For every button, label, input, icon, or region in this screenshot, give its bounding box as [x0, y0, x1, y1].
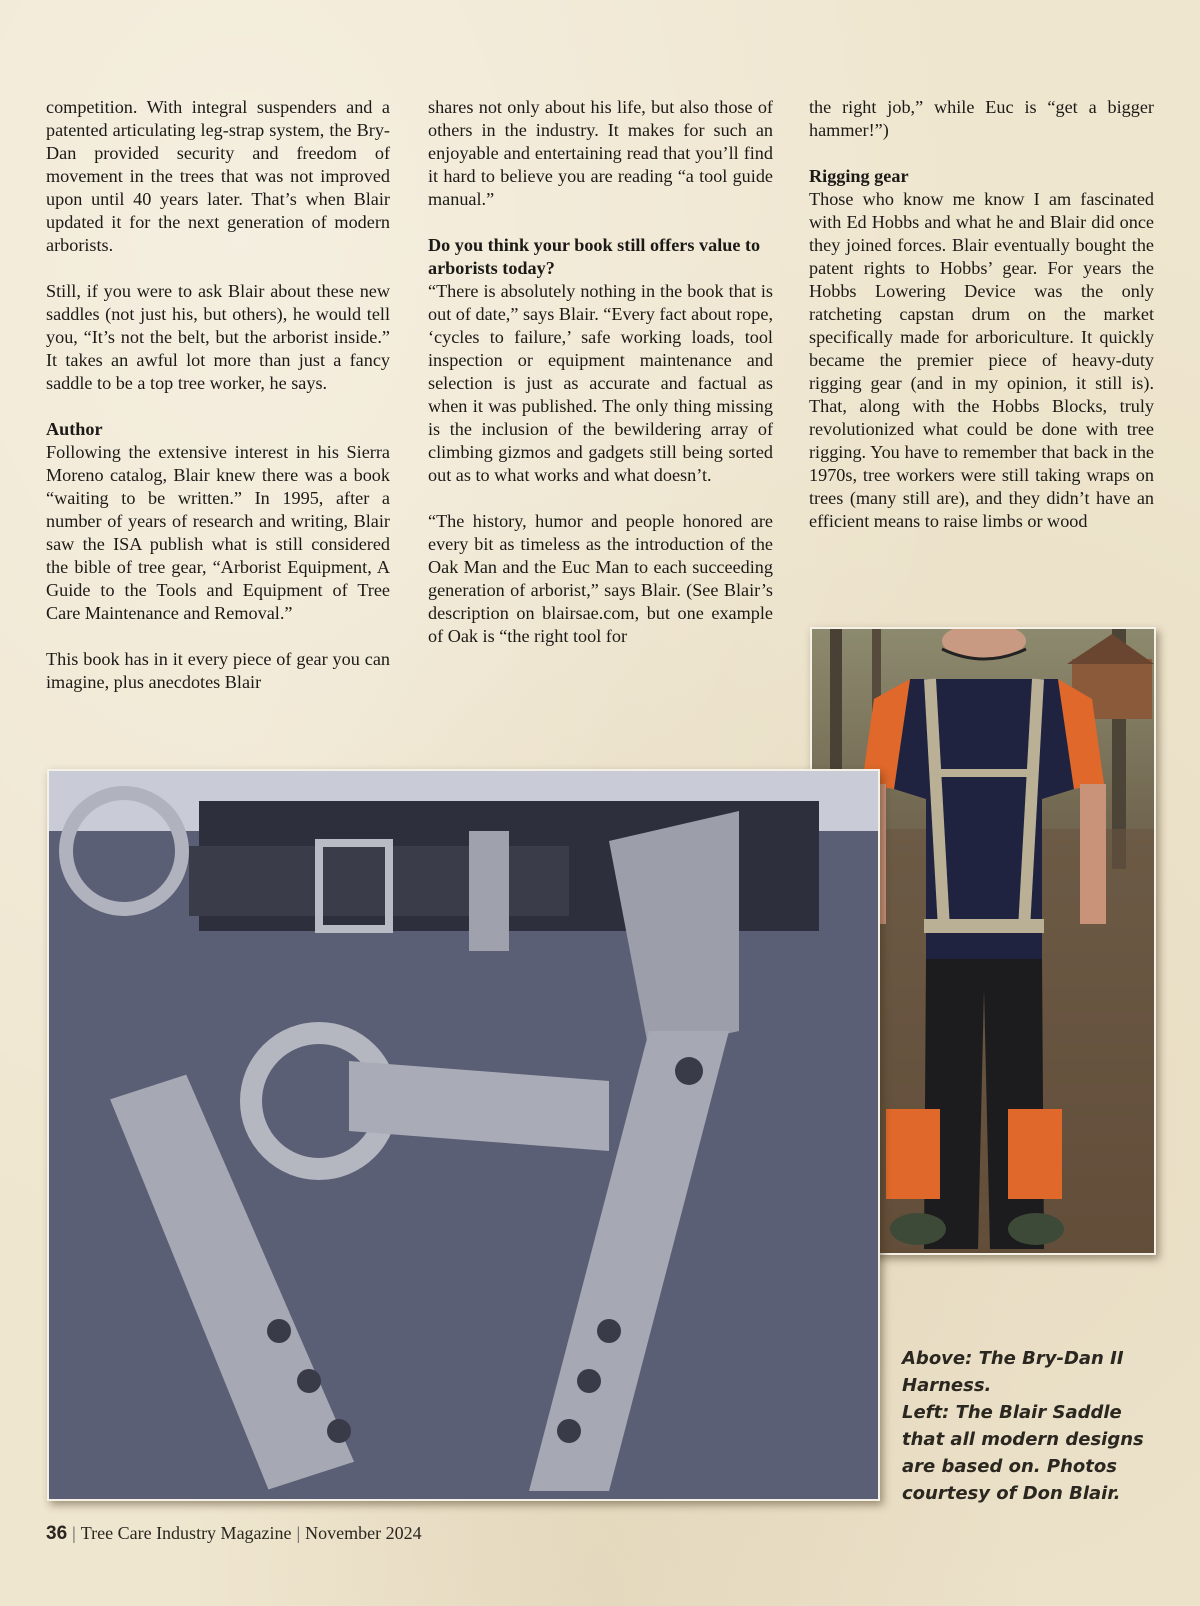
- footer-separator: |: [296, 1523, 301, 1543]
- section-heading-rigging: Rigging gear: [809, 166, 909, 186]
- paragraph: Those who know me know I am fascinated with Ed Hobbs and what he and Blair did once they joined forces. Blair eventually bought the patent rights to Hobbs’ gear. For years the Hobbs Lowering Device was the only ratcheting capstan drum on the market specifically made for arboriculture. It quickly became the premier piece of heavy-duty rigging gear (and in my opinion, it still is). That, along with the Hobbs Blocks, truly revolutionized what could be done with tree rigging. You have to remember that back in the 1970s, tree workers were still taking wraps on trees (many still are), and they didn’t have an efficient means to raise limbs or wood: [809, 189, 1154, 531]
- paragraph: Following the extensive interest in his Sierra Moreno catalog, Blair knew there was a book “waiting to be written.” In 1995, after a number of years of research and writing, Blair saw the ISA publish what is still considered the bible of tree gear, “Arborist Equipment, A Guide to the Tools and Equipment of Tree Care Maintenance and Removal.”: [46, 442, 390, 623]
- footer-separator: |: [72, 1523, 76, 1543]
- paragraph: This book has in it every piece of gear you can imagine, plus anecdotes Blair: [46, 649, 390, 692]
- paragraph: Still, if you were to ask Blair about these new saddles (not just his, but others), he would tell you, “It’s not the belt, but the arborist inside.” It takes an awful lot more than just a fancy saddle to be a top tree worker, he says.: [46, 281, 390, 393]
- paragraph: the right job,” while Euc is “get a bigger hammer!”): [809, 97, 1154, 140]
- publication-name: Tree Care Industry Magazine: [80, 1523, 292, 1543]
- article-column-3: [809, 96, 1154, 533]
- paragraph: “There is absolutely nothing in the book that is out of date,” says Blair. “Every fact about rope, ‘cycles to failure,’ safe working loads, tool inspection or equipment maintenance and selection is just as accurate and factual as when it was published. The only thing missing is the inclusion of the bewildering array of climbing gizmos and gadgets still being sorted out as to what works and what doesn’t.: [428, 281, 773, 485]
- article-column-2: [428, 96, 773, 648]
- page-footer: [46, 1523, 422, 1545]
- paragraph: competition. With integral suspenders and a patented articulating leg-strap system, the Bry-Dan provided security and freedom of movement in the trees that was not improved upon until 40 years later. That’s when Blair updated it for the next generation of modern arborists.: [46, 97, 390, 255]
- caption-line: Above: The Bry-Dan II Harness.: [902, 1348, 1124, 1396]
- paragraph: “The history, humor and people honored are every bit as timeless as the introduction of the Oak Man and the Euc Man to each succeeding generation of arborist,” says Blair. (See Blair’s description on blairsae.com, but one example of Oak is “the right tool for: [428, 511, 773, 646]
- section-heading-question: Do you think your book still offers value to arborists today?: [428, 235, 761, 278]
- article-column-1: [46, 96, 390, 694]
- photo-caption: [902, 1345, 1162, 1507]
- issue-date: November 2024: [305, 1523, 422, 1543]
- page-number: 36: [46, 1523, 68, 1544]
- section-heading-author: Author: [46, 419, 103, 439]
- blair-saddle-photo: [47, 769, 880, 1501]
- caption-line: Left: The Blair Saddle that all modern designs are based on. Photos courtesy of Don Blair.: [902, 1402, 1144, 1504]
- paragraph: shares not only about his life, but also those of others in the industry. It makes for such an enjoyable and entertaining read that you’ll find it hard to believe you are reading “a tool guide manual.”: [428, 97, 773, 209]
